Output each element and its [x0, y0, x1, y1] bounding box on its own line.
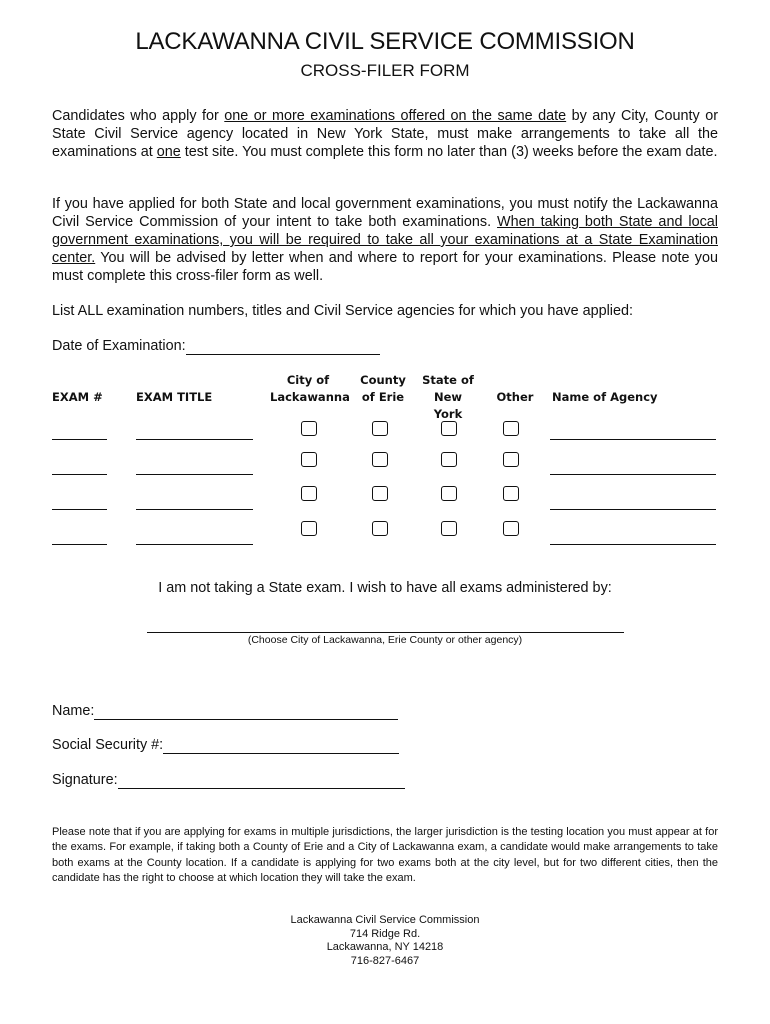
exam-title-field[interactable]: [136, 509, 253, 510]
header-exam-title: EXAM TITLE: [136, 390, 213, 404]
exam-number-field[interactable]: [52, 544, 107, 545]
date-label: Date of Examination:: [52, 338, 186, 354]
other-agency-checkbox[interactable]: [503, 521, 519, 536]
ssn-field-row: [52, 737, 399, 754]
header-state-of-new-york: State of New York: [422, 373, 474, 421]
intro-paragraph-1: [52, 107, 718, 161]
commission-address: [0, 914, 770, 968]
name-label: Name:: [52, 703, 95, 719]
jurisdiction-note: Please note that if you are applying for exams in multiple jurisdictions, the larger jurisdiction is the testing location you must appear at for the exams. For example, if taking both a County of Erie and a City of Lackawanna exam, a candidate would make arrangements to take both exams at the County location. If a candidate is applying for two exams both at the city level, but for two different cities, then the candidate has the right to choose at which location they will take the exam.: [52, 826, 718, 884]
other-agency-checkbox[interactable]: [503, 421, 519, 436]
exam-title-field[interactable]: [136, 439, 253, 440]
intro-emphasis: When taking both State and local government examinations, you will be required to take all your examinations at a State Examination center.: [52, 214, 718, 266]
county-of-erie-checkbox[interactable]: [372, 521, 388, 536]
signature-label: Signature:: [52, 772, 118, 788]
administering-agency-field[interactable]: [147, 632, 624, 633]
header-county-of-erie: County of Erie: [360, 373, 406, 404]
address-phone: 716-827-6467: [350, 954, 420, 967]
city-of-lackawanna-checkbox[interactable]: [301, 452, 317, 467]
exam-title-field[interactable]: [136, 544, 253, 545]
city-of-lackawanna-checkbox[interactable]: [301, 486, 317, 501]
state-of-new-york-checkbox[interactable]: [441, 452, 457, 467]
city-of-lackawanna-checkbox[interactable]: [301, 521, 317, 536]
agency-name-field[interactable]: [550, 544, 716, 545]
city-of-lackawanna-checkbox[interactable]: [301, 421, 317, 436]
county-of-erie-checkbox[interactable]: [372, 421, 388, 436]
ssn-input-line[interactable]: [163, 737, 399, 754]
state-of-new-york-checkbox[interactable]: [441, 521, 457, 536]
state-of-new-york-checkbox[interactable]: [441, 421, 457, 436]
header-name-of-agency: Name of Agency: [552, 390, 658, 404]
agency-name-field[interactable]: [550, 474, 716, 475]
exam-number-field[interactable]: [52, 474, 107, 475]
header-exam-number: EXAM #: [52, 390, 103, 404]
header-other: Other: [496, 390, 534, 404]
administering-agency-hint: (Choose City of Lackawanna, Erie County or other agency): [247, 634, 523, 646]
not-taking-state-exam-statement: I am not taking a State exam. I wish to have all exams administered by:: [158, 580, 612, 596]
state-of-new-york-checkbox[interactable]: [441, 486, 457, 501]
date-input-line[interactable]: [186, 338, 380, 355]
county-of-erie-checkbox[interactable]: [372, 452, 388, 467]
intro-emphasis: one or more examinations offered on the same date: [224, 108, 567, 124]
header-city-of-lackawanna: City of Lackawanna: [270, 373, 350, 404]
signature-input-line[interactable]: [118, 772, 405, 789]
form-title: LACKAWANNA CIVIL SERVICE COMMISSION: [135, 28, 635, 55]
exam-number-field[interactable]: [52, 439, 107, 440]
date-of-examination: [52, 338, 380, 355]
address-name: Lackawanna Civil Service Commission: [290, 914, 480, 926]
other-agency-checkbox[interactable]: [503, 452, 519, 467]
exam-title-field[interactable]: [136, 474, 253, 475]
intro-paragraph-3: List ALL examination numbers, titles and Civil Service agencies for which you have applied:: [52, 303, 634, 319]
intro-text: You will be advised by letter when and where to report for your examinations. Please note you must complete this cross-filer form as well.: [52, 250, 718, 284]
exam-number-field[interactable]: [52, 509, 107, 510]
county-of-erie-checkbox[interactable]: [372, 486, 388, 501]
name-field-row: [52, 703, 398, 720]
address-street: 714 Ridge Rd.: [349, 927, 421, 940]
other-agency-checkbox[interactable]: [503, 486, 519, 501]
intro-text: by any City, County or State Civil Service agency located in New York State, must make arrangements to take all the examinations at: [52, 108, 718, 160]
agency-name-field[interactable]: [550, 509, 716, 510]
agency-name-field[interactable]: [550, 439, 716, 440]
intro-text: Candidates who apply for: [52, 108, 225, 124]
intro-emphasis: one: [156, 144, 181, 160]
ssn-label: Social Security #:: [52, 737, 164, 753]
intro-paragraph-2: [52, 195, 718, 285]
intro-text: test site. You must complete this form no later than (3) weeks before the exam date.: [180, 144, 718, 160]
name-input-line[interactable]: [94, 703, 398, 720]
signature-field-row: [52, 772, 405, 789]
form-subtitle: CROSS-FILER FORM: [300, 61, 470, 80]
address-city: Lackawanna, NY 14218: [326, 941, 444, 954]
intro-text: If you have applied for both State and local government examinations, you must notify the Lackawanna Civil Service Commission of your intent to take both examinations.: [52, 196, 718, 230]
